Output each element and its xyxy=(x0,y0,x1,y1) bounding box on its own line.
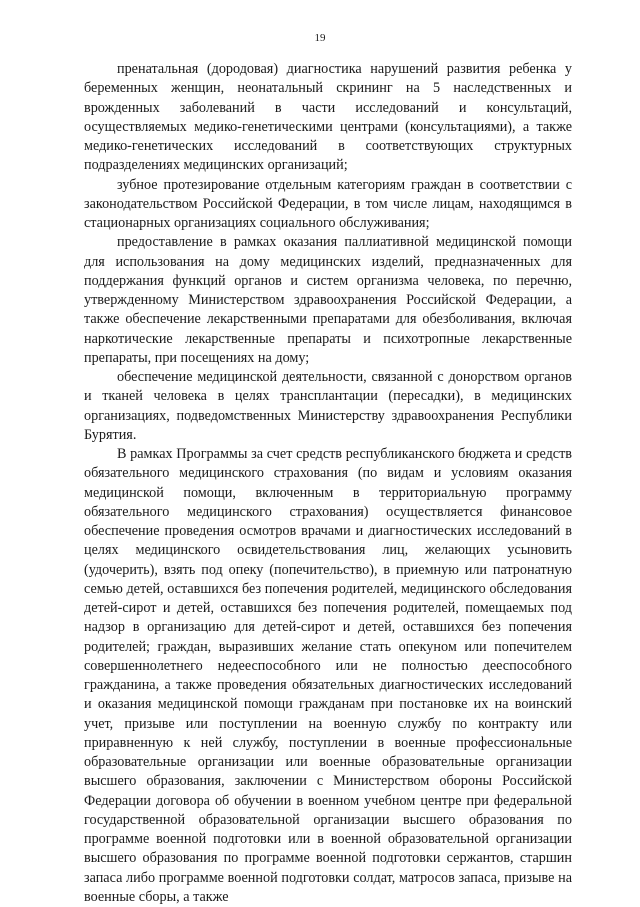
body-text xyxy=(84,60,572,907)
page-number: 19 xyxy=(314,32,326,44)
paragraph-dental-prosthetics: зубное протезирование отдельным категориям граждан в соответствии с законодательством Российской Федерации, в том числе лицам, находящимся в стационарных организациях социального обслуживания; xyxy=(84,176,572,231)
paragraph-program-financing: В рамках Программы за счет средств республиканского бюджета и средств обязательного медицинского страхования (по видам и условиям оказания медицинской помощи, включенным в территориальную программу обязательного медицинского страхования) осуществляется финансовое обеспечение проведения осмотров врачами и диагностических исследований в целях медицинского освидетельствования лиц, желающих усыновить (удочерить), взять под опеку (попечительство), в приемную или патронатную семью детей, оставшихся без попечения родителей, медицинского обследования детей-сирот и детей, оставшихся без попечения родителей, помещаемых под надзор в организацию для детей-сирот и детей, оставшихся без попечения родителей; граждан, выразивших желание стать опекуном или попечителем совершеннолетнего недееспособного или не полностью дееспособного гражданина, а также проведения обязательных диагностических исследований и оказания медицинской помощи гражданам при постановке их на воинский учет, призыве или поступлении на военную службу по контракту или приравненную к ней службу, поступлении в военные профессиональные образовательные организации или военные образовательные организации высшего образования, заключении с Министерством обороны Российской Федерации договора об обучении в военном учебном центре при федеральной государственной образовательной организации высшего образования по программе военной подготовки или в военной образовательной организации высшего образования по программе военной подготовки сержантов, старшин запаса либо программе военной подготовки солдат, матросов запаса, призыве на военные сборы, а также xyxy=(84,446,572,905)
paragraph-organ-donation: обеспечение медицинской деятельности, связанной с донорством органов и тканей человека в целях трансплантации (пересадки), в медицинских организациях, подведомственных Министерству здравоохранения Республики Бурятия. xyxy=(84,369,572,443)
paragraph-prenatal-diagnostics: пренатальная (дородовая) диагностика нарушений развития ребенка у беременных женщин, неонатальный скрининг на 5 наследственных и врожденных заболеваний в части исследований и консультаций, осуществляемых медико-генетическими центрами (консультациями), а также медико-генетических исследований в соответствующих структурных подразделениях медицинских организаций; xyxy=(84,61,572,174)
paragraph-palliative-care: предоставление в рамках оказания паллиативной медицинской помощи для использования на дому медицинских изделий, предназначенных для поддержания функций органов и систем организма человека, по перечню, утвержденному Министерством здравоохранения Российской Федерации, а также обеспечение лекарственными препаратами для обезболивания, включая наркотические лекарственные препараты и психотропные лекарственные препараты, при посещениях на дому; xyxy=(84,234,572,366)
